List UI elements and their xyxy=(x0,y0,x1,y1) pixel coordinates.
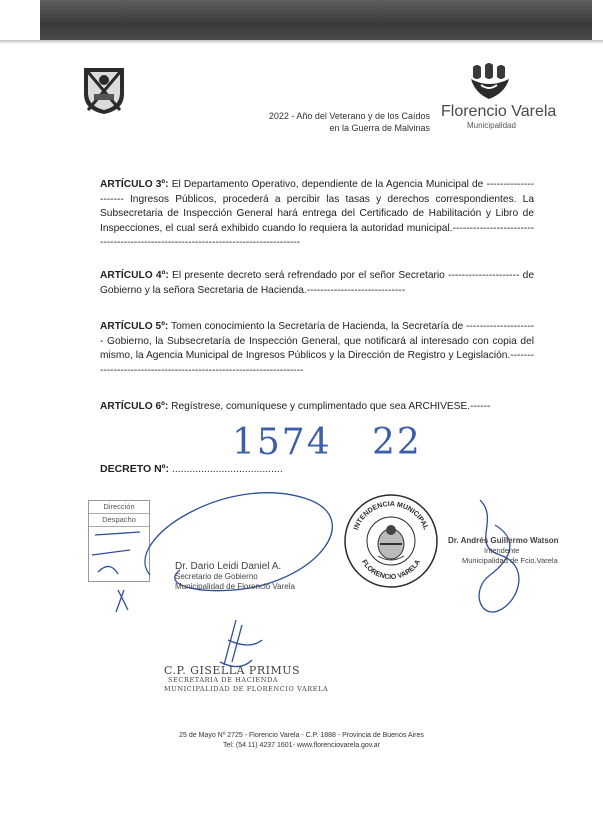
signature-secretaria-hacienda xyxy=(164,666,328,694)
article-label: ARTÍCULO 3º: xyxy=(100,179,169,190)
article-label: ARTÍCULO 6º: xyxy=(100,401,169,412)
signature-intendente xyxy=(448,536,559,566)
article-6 xyxy=(100,400,534,415)
signature-name: Dr. Andrés Guillermo Watson xyxy=(448,536,559,545)
article-3 xyxy=(100,178,534,251)
article-text: El Departamento Operativo, dependiente de la Agencia Municipal de --------------------- Ingresos Públicos, procederá a percibir las tasas y derechos correspondientes. La Subsecretaria de Inspección General hará entrega del Certificado de Habilitación y Libro de Inspecciones, el cual será exhibido cuando lo requiera la autoridad municipal.----------------------------------------------------------------------------------- xyxy=(100,179,534,249)
signature-secretario-gobierno xyxy=(175,562,295,592)
scan-top-border-fade xyxy=(0,40,603,44)
header-motto xyxy=(230,110,430,134)
box-stamp-line-1: Dirección xyxy=(89,501,149,514)
signature-title: Intendente xyxy=(484,546,520,555)
footer-contact: Tel: (54 11) 4237 1601- www.florenciovarela.gov.ar xyxy=(223,742,380,749)
seal-emblem-icon xyxy=(378,525,404,560)
article-4 xyxy=(100,269,534,298)
decree-number-stamp: 1574 22 xyxy=(232,422,422,463)
municipal-seal xyxy=(342,492,440,590)
decree-dots: ...................................... xyxy=(171,463,283,475)
signature-institution: Municipalidad de Fcio.Varela xyxy=(462,556,558,565)
scan-top-border xyxy=(40,0,592,40)
signature-title: SECRETARIA DE HACIENDA xyxy=(168,676,279,684)
decree-label: DECRETO Nº: xyxy=(100,463,169,475)
seal-bottom-text: FLORENCIO VARELA xyxy=(360,558,422,582)
article-text: El presente decreto será refrendado por el señor Secretario --------------------- de Gobierno y la señora Secretaria de Hacienda.----------------------------- xyxy=(100,270,534,296)
seal-top-text: INTENDENCIA MUNICIPAL xyxy=(352,500,430,531)
article-text: Tomen conocimiento la Secretaría de Hacienda, la Secretaría de --------------------- Gobierno, la Subsecretaría de Inspección General, que notificará al interesado con copia del mismo, la Agencia Municipal de Ingresos Públicos y la Dirección de Registro y Legislación.------------------------------------------------------------------- xyxy=(100,321,534,376)
decree-number-line xyxy=(100,463,283,475)
signature-institution: MUNICIPALIDAD DE FLORENCIO VARELA xyxy=(164,685,329,693)
article-5 xyxy=(100,320,534,378)
signature-institution: Municipalidad de Florencio Varela xyxy=(175,582,295,591)
brand-name: Florencio Varela xyxy=(441,103,557,120)
florencio-varela-logo-icon xyxy=(467,63,517,101)
hacienda-signature-icon xyxy=(220,620,262,667)
signature-name: Dr. Dario Leidi Daniel A. xyxy=(175,561,282,572)
article-label: ARTÍCULO 5º: xyxy=(100,321,169,332)
box-stamp-line-2: Despacho xyxy=(89,514,149,527)
dispatch-box-stamp xyxy=(88,500,150,582)
page-footer xyxy=(0,731,603,751)
article-label: ARTÍCULO 4º: xyxy=(100,270,169,281)
brand-block xyxy=(441,103,561,131)
svg-text:FLORENCIO VARELA xyxy=(360,559,422,581)
brand-subtitle: Municipalidad xyxy=(467,121,516,130)
municipal-crest-icon xyxy=(80,64,128,116)
article-text: Regístrese, comuníquese y cumplimentado que sea ARCHIVESE.------ xyxy=(171,401,491,412)
motto-line-2: en la Guerra de Malvinas xyxy=(329,123,430,133)
signature-title: Secretario de Gobierno xyxy=(175,572,258,581)
signature-name: C.P. GISELLA PRIMUS xyxy=(164,664,301,677)
footer-address: 25 de Mayo Nº 2725 - Florencio Varela - C.P. 1888 - Provincia de Buenos Aires xyxy=(179,732,424,739)
motto-line-1: 2022 - Año del Veterano y de los Caídos xyxy=(268,111,430,121)
